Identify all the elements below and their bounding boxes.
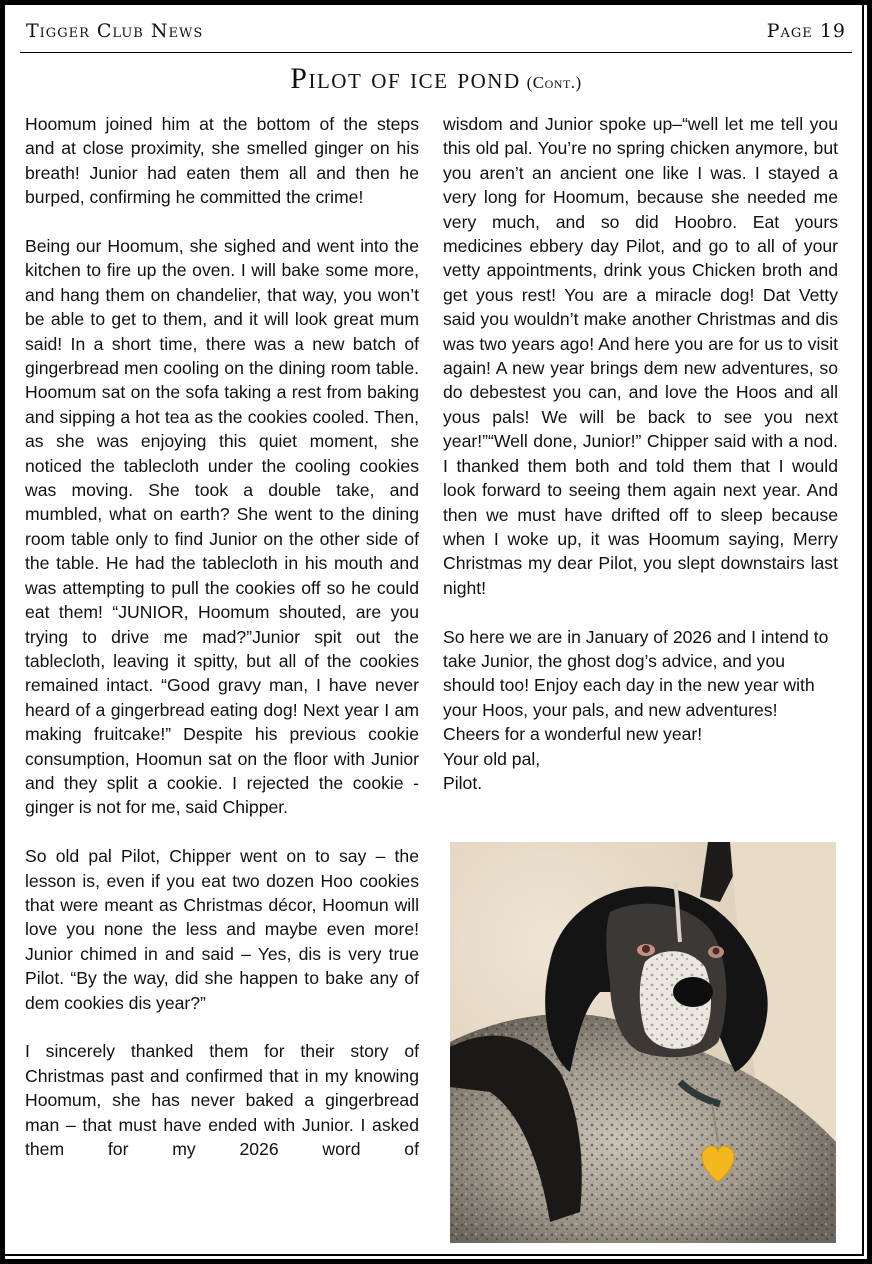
signoff-line: Your old pal, xyxy=(443,748,541,769)
page-border-bottom-inner xyxy=(5,1254,864,1256)
paragraph: Being our Hoomum, she sighed and went into the kitchen to fire up the oven. I will bake some more, and hang them on chandelier, that way, you won’t be able to get to them, and it will look great mum said! In a short time, there was a new batch of gingerbread men cooling on the dining room table. Hoomum sat on the sofa taking a rest from baking and sipping a hot tea as the cookies cooled. Then, as she was enjoying this quiet moment, she noticed the tablecloth under the cooling cookies was moving. She took a double take, and mumbled, what on earth? She went to the dining room table only to find Junior on the other side of the table. He had the tablecloth in his mouth and was attempting to pull the cookies off so he could eat them! “JUNIOR, Hoomum shouted, are you trying to drive me mad?”Junior spit out the tablecloth, leaving it spitty, but all of the cookies remained intact. “Good gravy man, I have never heard of a gingerbread eating dog! Next year I am making fruitcake!” Despite his previous cookie consumption, Hoomun sat on the floor with Junior and they split a cookie. I rejected the cookie - ginger is not for me, said Chipper. xyxy=(25,236,419,818)
article-title-text: Pilot of ice pond xyxy=(290,62,521,95)
page-border-right-outer xyxy=(867,0,872,1264)
dog-photo xyxy=(450,842,836,1243)
header-divider xyxy=(20,52,852,53)
paragraph: So here we are in January of 2026 and I intend to take Junior, the ghost dog’s advice, and you should too! Enjoy each day in the new year with your Hoos, your pals, and new adventures! xyxy=(443,626,829,720)
page-border-bottom-outer xyxy=(0,1259,872,1264)
paragraph: I sincerely thanked them for their story of Christmas past and confirmed that in my knowing Hoomum, she has never baked a gingerbread man – that must have ended with Junior. I asked them for my 2026 word of xyxy=(25,1041,419,1160)
page-number: Page 19 xyxy=(766,20,846,42)
paragraph: So old pal Pilot, Chipper went on to say – the lesson is, even if you eat two dozen Hoo cookies that were meant as Christmas décor, Hoomun will love you none the less and maybe even more! Junior chimed in and said – Yes, dis is very true Pilot. “By the way, did she happen to bake any of dem cookies dis year?” xyxy=(25,846,419,1013)
page-border-left xyxy=(0,0,5,1264)
article-title xyxy=(0,62,872,96)
paragraph: wisdom and Junior spoke up–“well let me tell you this old pal. You’re no spring chicken anymore, but you aren’t an ancient one like I was. I stayed a very long for Hoomum, because she needed me very much, and so did Hoobro. Eat yours medicines ebbery day Pilot, and go to all of your vetty appointments, drink yous Chicken broth and get yous rest! You are a miracle dog! Dat Vetty said you wouldn’t make another Christmas and dis was two years ago! And here you are for us to visit again! A new year brings dem new adventures, so do debestest you can, and love the Hoos and all yous pals! We will be back to see you next year!”“Well done, Junior!” Chipper said with a nod. I thanked them both and told them that I would look forward to seeing them again next year. And then we must have drifted off to sleep because when I woke up, it was Hoomum saying, Merry Christmas my dear Pilot, you slept downstairs last night! xyxy=(443,114,838,598)
dog-photo-illustration xyxy=(450,842,836,1243)
signoff-line: Pilot. xyxy=(443,772,483,793)
page-border-top xyxy=(0,0,872,5)
article-title-suffix: (Cont.) xyxy=(526,73,582,92)
right-column xyxy=(443,112,838,795)
page-border-right-inner xyxy=(862,5,864,1255)
paragraph: Hoomum joined him at the bottom of the steps and at close proximity, she smelled ginger on his breath! Junior had eaten them all and then he burped, confirming he committed the crime! xyxy=(25,114,419,208)
signoff-line: Cheers for a wonderful new year! xyxy=(443,724,703,745)
running-header xyxy=(24,20,846,44)
left-column xyxy=(25,112,419,1186)
publication-name: Tigger Club News xyxy=(26,20,204,42)
